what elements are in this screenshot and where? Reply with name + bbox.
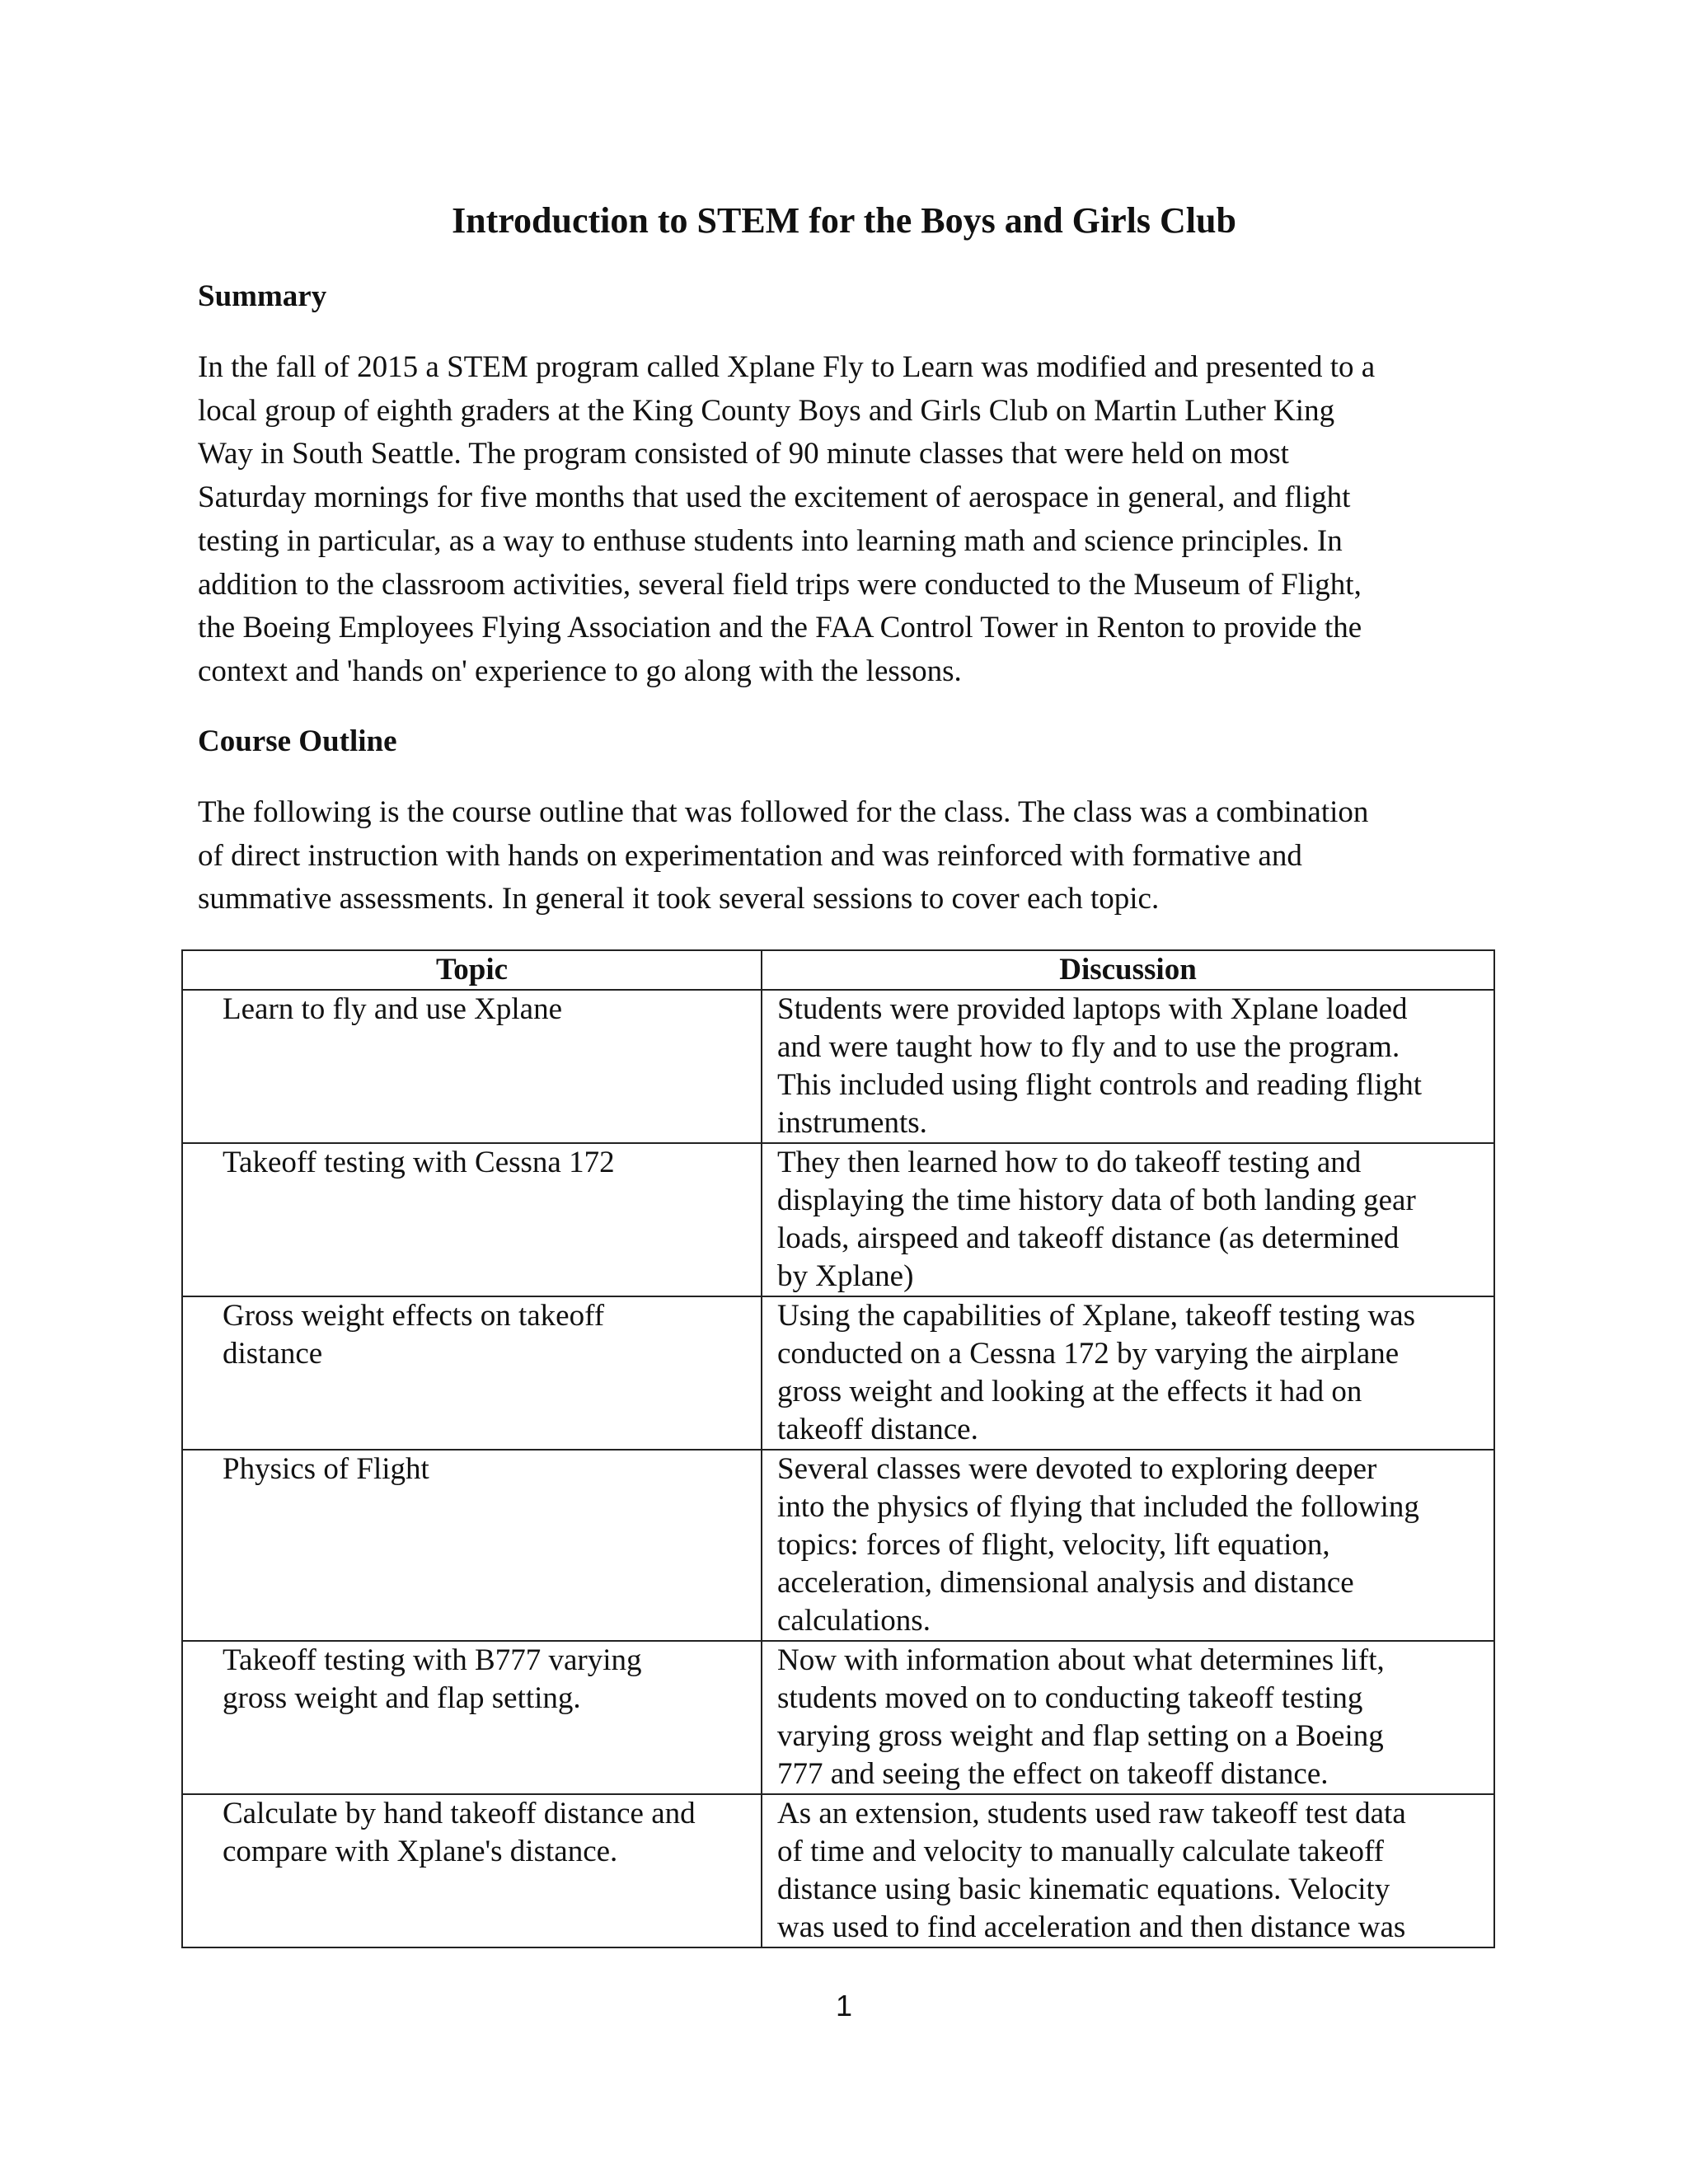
topic-text: distance [223, 1337, 323, 1371]
discussion-cell [762, 1296, 1494, 1450]
topic-text: Learn to fly and use Xplane [223, 992, 562, 1026]
topic-text: gross weight and flap setting. [223, 1681, 581, 1715]
discussion-text: Now with information about what determines lift, [777, 1643, 1385, 1677]
summary-line: In the fall of 2015 a STEM program called Xplane Fly to Learn was modified and presented to a [198, 350, 1376, 384]
discussion-text: loads, airspeed and takeoff distance (as determined [777, 1221, 1400, 1255]
summary-line: local group of eighth graders at the King County Boys and Girls Club on Martin Luther King [198, 393, 1335, 428]
topic-cell [182, 1143, 762, 1296]
discussion-text: and were taught how to fly and to use the program. [777, 1030, 1400, 1064]
discussion-text: 777 and seeing the effect on takeoff distance. [777, 1757, 1329, 1791]
discussion-text: displaying the time history data of both landing gear [777, 1183, 1416, 1217]
course-outline-table [181, 949, 1495, 1948]
discussion-text: topics: forces of flight, velocity, lift equation, [777, 1528, 1330, 1562]
topic-cell [182, 990, 762, 1143]
discussion-text: distance using basic kinematic equations. Velocity [777, 1872, 1390, 1906]
discussion-text: varying gross weight and flap setting on a Boeing [777, 1719, 1384, 1753]
discussion-text: instruments. [777, 1106, 927, 1140]
course-outline-line: summative assessments. In general it took several sessions to cover each topic. [198, 882, 1160, 916]
topic-text: Gross weight effects on takeoff [223, 1299, 605, 1333]
summary-line: the Boeing Employees Flying Association and the FAA Control Tower in Renton to provide the [198, 611, 1362, 645]
page-number: 1 [835, 1989, 853, 2022]
topic-text: Takeoff testing with B777 varying [223, 1643, 642, 1677]
topic-text: Physics of Flight [223, 1452, 429, 1486]
course-outline-paragraph [198, 791, 1500, 921]
discussion-text: As an extension, students used raw takeoff test data [777, 1797, 1406, 1830]
table-row [182, 1794, 1494, 1947]
course-outline-heading: Course Outline [198, 724, 397, 758]
discussion-cell [762, 1641, 1494, 1794]
table-row [182, 1641, 1494, 1794]
discussion-text: Using the capabilities of Xplane, takeoff testing was [777, 1299, 1416, 1333]
summary-line: testing in particular, as a way to enthuse students into learning math and science principles. In [198, 523, 1343, 558]
discussion-cell [762, 1143, 1494, 1296]
topic-text: Calculate by hand takeoff distance and [223, 1797, 696, 1830]
discussion-text: students moved on to conducting takeoff testing [777, 1681, 1363, 1715]
topic-text: Takeoff testing with Cessna 172 [223, 1146, 615, 1179]
course-outline-line: The following is the course outline that was followed for the class. The class was a combination [198, 795, 1369, 829]
topic-cell [182, 1450, 762, 1641]
column-header-discussion: Discussion [762, 950, 1494, 990]
discussion-cell [762, 1450, 1494, 1641]
discussion-text: calculations. [777, 1604, 931, 1638]
table-row [182, 1143, 1494, 1296]
discussion-text: Several classes were devoted to exploring deeper [777, 1452, 1377, 1486]
table-row [182, 1296, 1494, 1450]
discussion-text: acceleration, dimensional analysis and distance [777, 1566, 1354, 1600]
discussion-cell [762, 1794, 1494, 1947]
column-header-topic: Topic [182, 950, 762, 990]
discussion-text: They then learned how to do takeoff testing and [777, 1146, 1362, 1179]
course-outline-line: of direct instruction with hands on experimentation and was reinforced with formative and [198, 838, 1302, 873]
summary-line: addition to the classroom activities, several field trips were conducted to the Museum of Flight, [198, 567, 1362, 602]
summary-line: Way in South Seattle. The program consisted of 90 minute classes that were held on most [198, 437, 1289, 471]
discussion-text: gross weight and looking at the effects it had on [777, 1375, 1362, 1408]
discussion-text: conducted on a Cessna 172 by varying the airplane [777, 1337, 1400, 1371]
topic-cell [182, 1296, 762, 1450]
summary-paragraph [198, 346, 1500, 694]
topic-cell [182, 1794, 762, 1947]
topic-cell [182, 1641, 762, 1794]
discussion-text: was used to find acceleration and then distance was [777, 1910, 1406, 1944]
discussion-cell [762, 990, 1494, 1143]
discussion-text: by Xplane) [777, 1259, 914, 1293]
topic-text: compare with Xplane's distance. [223, 1835, 618, 1868]
table-header-row [182, 950, 1494, 990]
page-title: Introduction to STEM for the Boys and Girls Club [452, 200, 1236, 241]
discussion-text: This included using flight controls and reading flight [777, 1068, 1423, 1102]
discussion-text: into the physics of flying that included the following [777, 1490, 1419, 1524]
table-row [182, 1450, 1494, 1641]
discussion-text: of time and velocity to manually calculate takeoff [777, 1835, 1384, 1868]
discussion-text: takeoff distance. [777, 1413, 978, 1446]
discussion-text: Students were provided laptops with Xplane loaded [777, 992, 1408, 1026]
summary-heading: Summary [198, 279, 327, 313]
summary-line: Saturday mornings for five months that used the excitement of aerospace in general, and flight [198, 480, 1351, 515]
summary-line: context and 'hands on' experience to go along with the lessons. [198, 654, 962, 688]
table-row [182, 990, 1494, 1143]
